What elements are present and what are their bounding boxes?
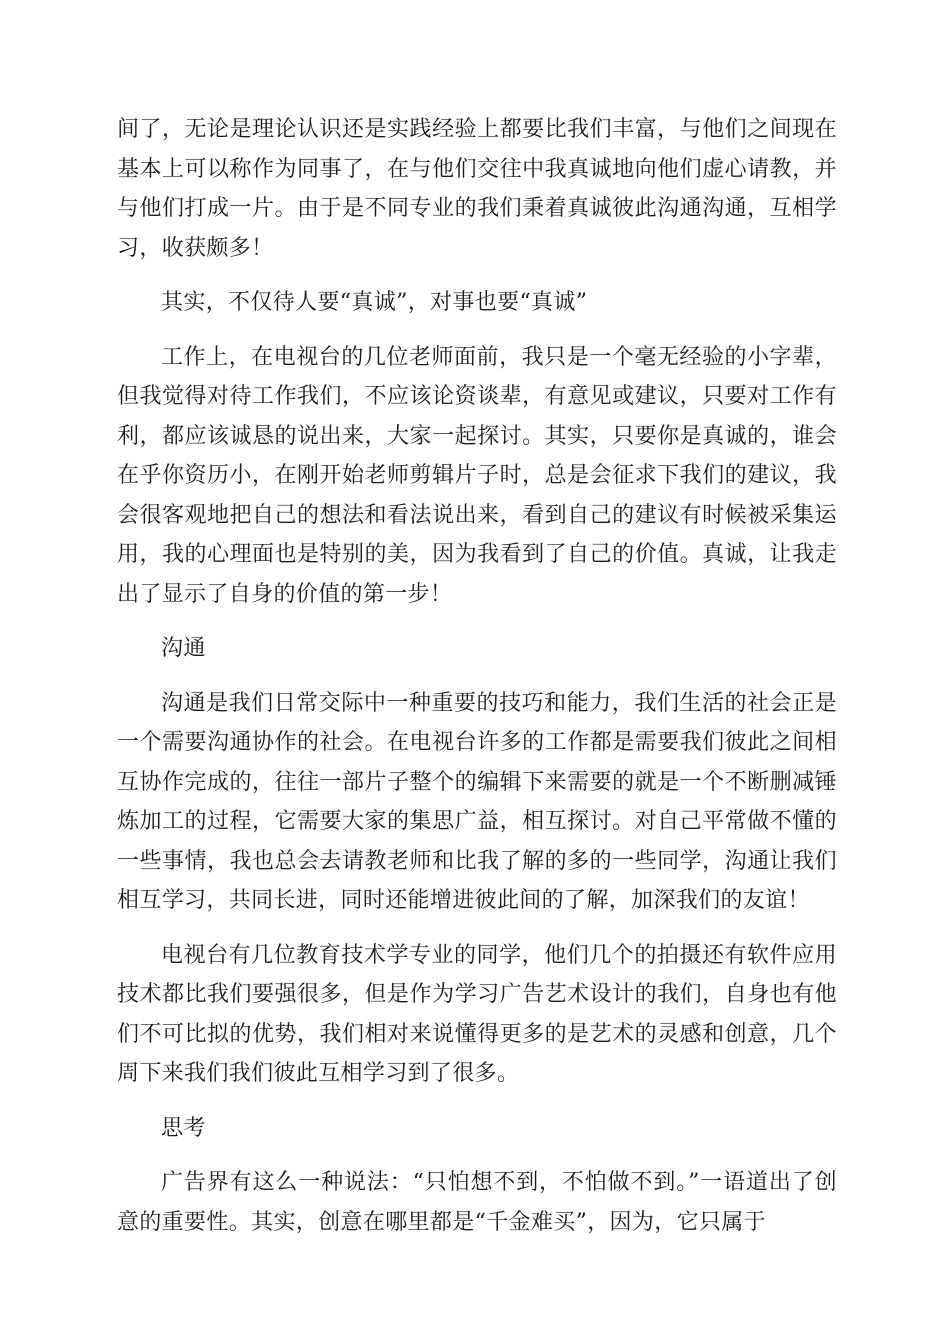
paragraph-intro-continuation: 间了，无论是理论认识还是实践经验上都要比我们丰富，与他们之间现在基本上可以称作为同事了，在与他们交往中我真诚地向他们虚心请教，并与他们打成一片。由于是不同专业的我们秉着真诚彼此沟通沟通，互相学习，收获颇多！ (117, 117, 837, 261)
section-heading-sincerity: 其实，不仅待人要“真诚”，对事也要“真诚” (161, 290, 588, 315)
paragraph-creativity: 广告界有这么一种说法：“只怕想不到，不怕做不到。”一语道出了创意的重要性。其实，创意在哪里都是“千金难买”，因为，它只属于 (117, 1170, 837, 1235)
document-page (117, 110, 837, 1257)
section-heading-communication: 沟通 (161, 636, 206, 661)
paragraph-communication: 沟通是我们日常交际中一种重要的技巧和能力，我们生活的社会正是一个需要沟通协作的社会。在电视台许多的工作都是需要我们彼此之间相互协作完成的，往往一部片子整个的编辑下来需要的就是一个不断删减锤炼加工的过程，它需要大家的集思广益，相互探讨。对自己平常做不懂的一些事情，我也总会去请教老师和比我了解的多的一些同学，沟通让我们相互学习，共同长进，同时还能增进彼此间的了解，加深我们的友谊！ (117, 690, 837, 913)
paragraph-classmates: 电视台有几位教育技术学专业的同学，他们几个的拍摄还有软件应用技术都比我们要强很多，但是作为学习广告艺术设计的我们，自身也有他们不可比拟的优势，我们相对来说懂得更多的是艺术的灵感和创意，几个周下来我们我们彼此互相学习到了很多。 (117, 942, 837, 1086)
paragraph-work-sincerity: 工作上，在电视台的几位老师面前，我只是一个毫无经验的小字辈，但我觉得对待工作我们，不应该论资谈辈，有意见或建议，只要对工作有利，都应该诚恳的说出来，大家一起探讨。其实，只要你是真诚的，谁会在乎你资历小，在刚开始老师剪辑片子时，总是会征求下我们的建议，我会很客观地把自己的想法和看法说出来，看到自己的建议有时候被采集运用，我的心理面也是特别的美，因为我看到了自己的价值。真诚，让我走出了显示了自身的价值的第一步！ (117, 344, 837, 607)
section-heading-thinking: 思考 (161, 1115, 206, 1141)
